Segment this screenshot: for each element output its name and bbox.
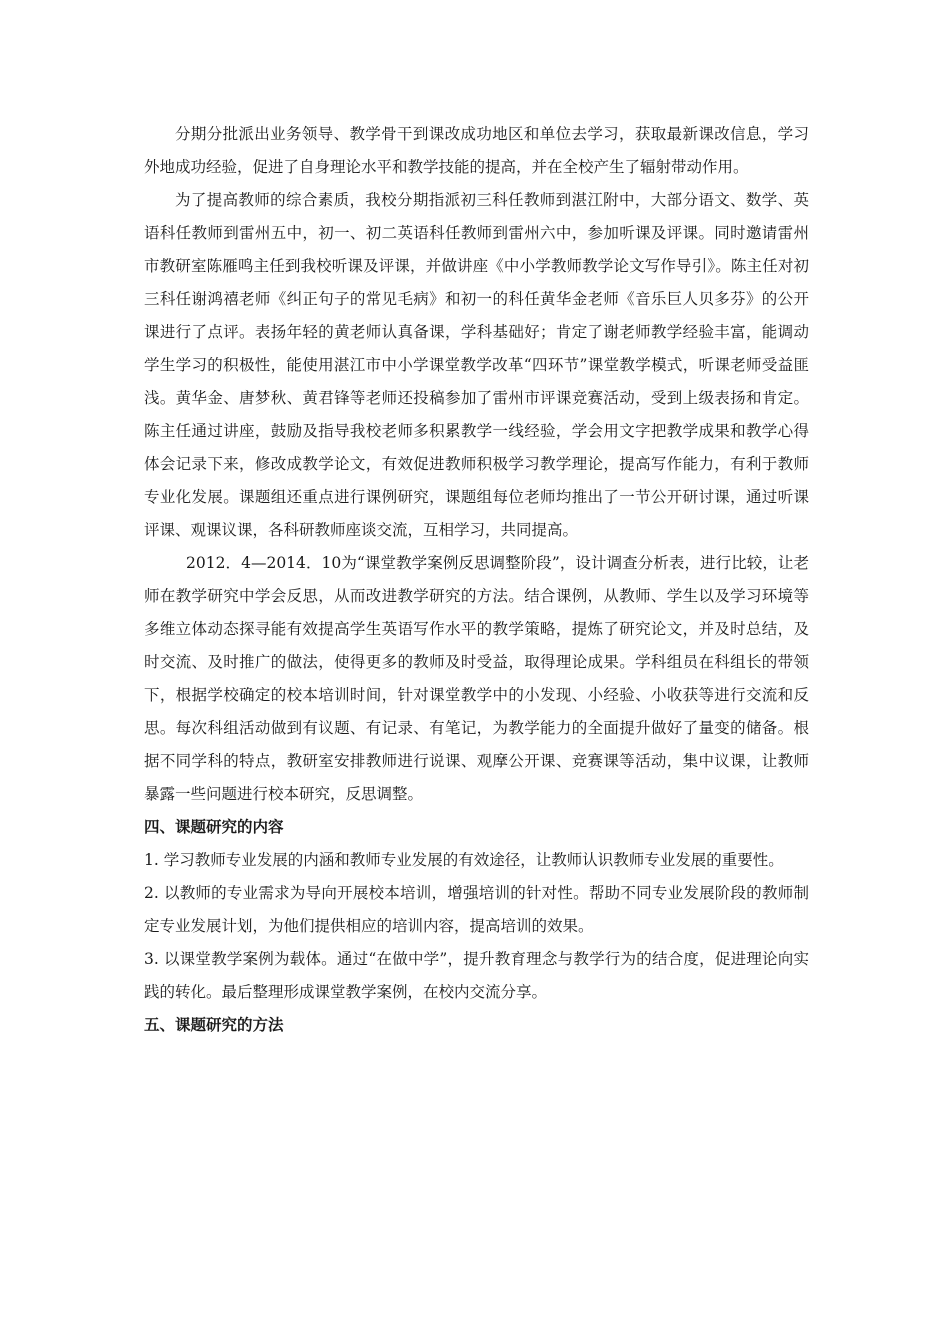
- list-item: 2. 以教师的专业需求为导向开展校本培训，增强培训的针对性。帮助不同专业发展阶段的教师制定专业发展计划，为他们提供相应的培训内容，提高培训的效果。: [144, 884, 809, 935]
- section-heading-research-methods: 五、课题研究的方法: [144, 1016, 284, 1034]
- list-item: 3. 以课堂教学案例为载体。通过“在做中学”，提升教育理念与教学行为的结合度，促进理论向实践的转化。最后整理形成课堂教学案例，在校内交流分享。: [144, 950, 809, 1001]
- list-item: 1. 学习教师专业发展的内涵和教师专业发展的有效途径，让教师认识教师专业发展的重要性。: [144, 851, 784, 869]
- paragraph-study-trips: 分期分批派出业务领导、教学骨干到课改成功地区和单位去学习，获取最新课改信息，学习外地成功经验，促进了自身理论水平和教学技能的提高，并在全校产生了辐射带动作用。: [144, 125, 809, 176]
- section-heading-research-content: 四、课题研究的内容: [144, 818, 284, 836]
- paragraph-teacher-training: 为了提高教师的综合素质，我校分期指派初三科任教师到湛江附中，大部分语文、数学、英语科任教师到雷州五中，初一、初二英语科任教师到雷州六中，参加听课及评课。同时邀请雷州市教研室陈雁鸣主任到我校听课及评课，并做讲座《中小学教师教学论文写作导引》。陈主任对初三科任谢鸿禧老师《纠正句子的常见毛病》和初一的科任黄华金老师《音乐巨人贝多芬》的公开课进行了点评。表扬年轻的黄老师认真备课，学科基础好；肯定了谢老师教学经验丰富，能调动学生学习的积极性，能使用湛江市中小学课堂教学改革“四环节”课堂教学模式，听课老师受益匪浅。黄华金、唐梦秋、黄君锋等老师还投稿参加了雷州市评课竞赛活动，受到上级表扬和肯定。陈主任通过讲座，鼓励及指导我校老师多积累教学一线经验，学会用文字把教学成果和教学心得体会记录下来，修改成教学论文，有效促进教师积极学习教学理论，提高写作能力，有利于教师专业化发展。课题组还重点进行课例研究，课题组每位老师均推出了一节公开研讨课，通过听课评课、观课议课，各科研教师座谈交流，互相学习，共同提高。: [144, 191, 809, 539]
- document-page: [144, 118, 809, 1042]
- paragraph-reflection-stage: 2012．4—2014．10为“课堂教学案例反思调整阶段”，设计调查分析表，进行比较，让老师在教学研究中学会反思，从而改进教学研究的方法。结合课例，从教师、学生以及学习环境等多维立体动态探寻能有效提高学生英语写作水平的教学策略，提炼了研究论文，并及时总结，及时交流、及时推广的做法，使得更多的教师及时受益，取得理论成果。学科组员在科组长的带领下，根据学校确定的校本培训时间，针对课堂教学中的小发现、小经验、小收获等进行交流和反思。每次科组活动做到有议题、有记录、有笔记，为教学能力的全面提升做好了量变的储备。根据不同学科的特点，教研室安排教师进行说课、观摩公开课、竞赛课等活动，集中议课，让教师暴露一些问题进行校本研究，反思调整。: [144, 554, 809, 803]
